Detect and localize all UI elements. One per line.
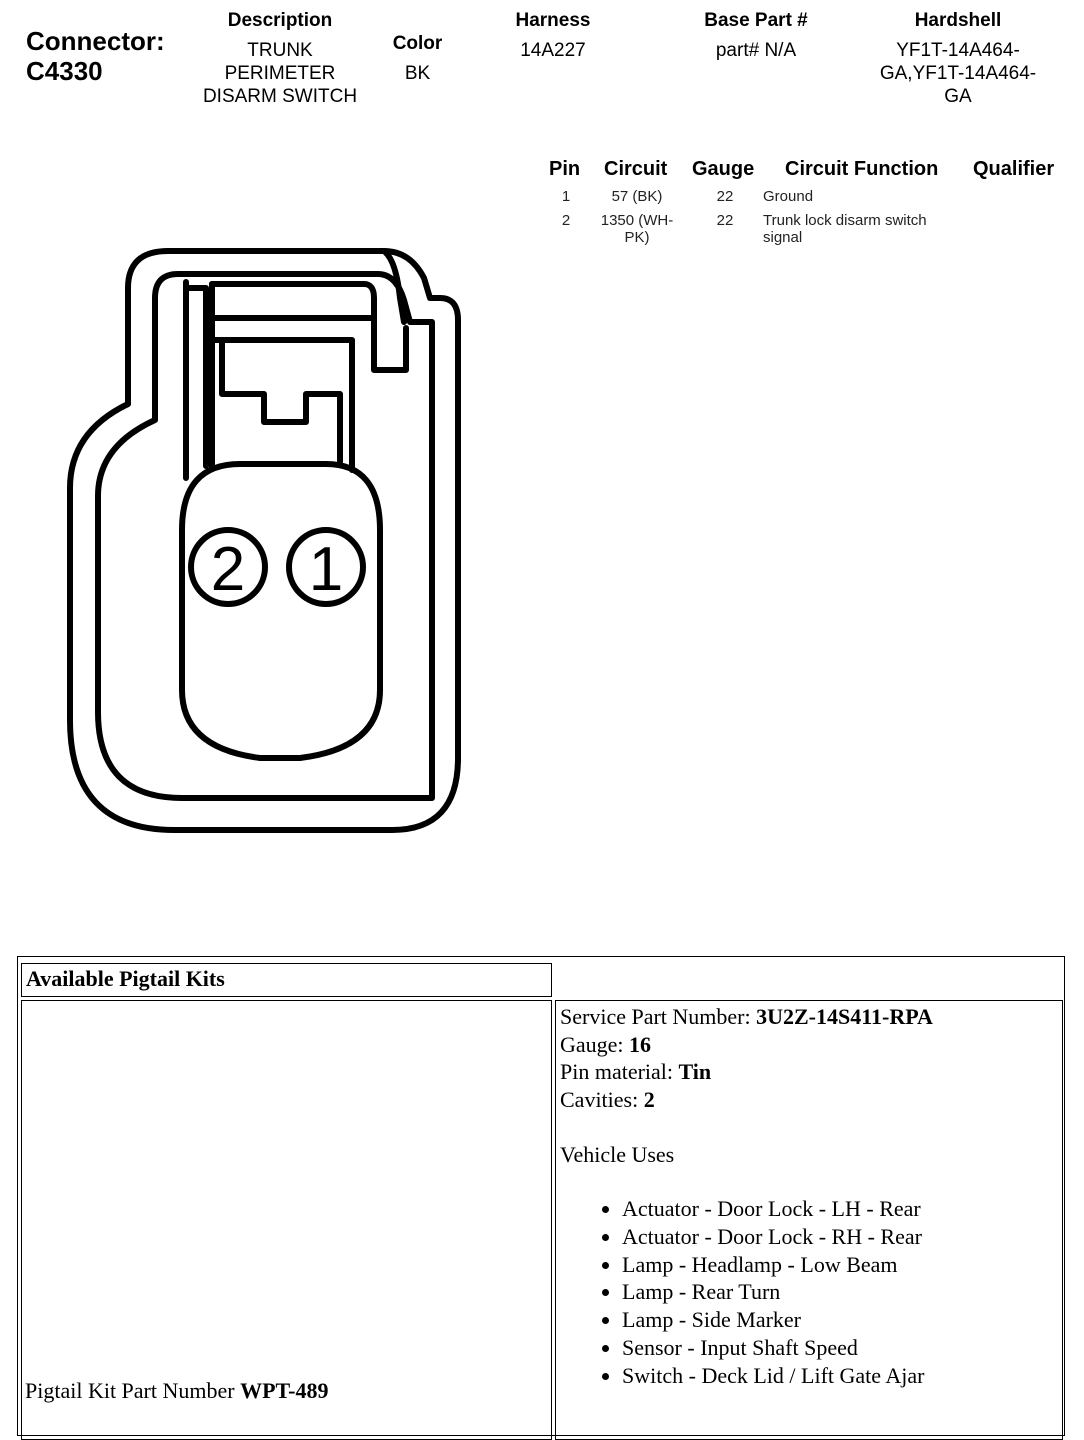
connector-id: C4330 xyxy=(26,56,103,86)
pin-circuit xyxy=(594,212,680,246)
connector-label: Connector: xyxy=(26,26,165,56)
pin-material-label: Pin material: xyxy=(560,1059,674,1084)
hardshell-line: GA xyxy=(944,86,972,107)
description-line: PERIMETER xyxy=(224,63,336,84)
list-item: • Sensor - Input Shaft Speed xyxy=(622,1334,1058,1362)
list-item: • Lamp - Side Marker xyxy=(622,1306,1058,1334)
pin-function-line: signal xyxy=(763,229,803,246)
pigtail-details-cell xyxy=(555,1000,1063,1440)
list-item: • Switch - Deck Lid / Lift Gate Ajar xyxy=(622,1362,1058,1390)
service-part-label: Service Part Number: xyxy=(560,1004,751,1029)
hardshell-column xyxy=(860,10,1056,108)
kit-number-value: WPT-489 xyxy=(240,1378,329,1403)
function-col-header: Circuit Function xyxy=(785,158,939,180)
pin-number: 2 xyxy=(561,212,571,229)
gauge-value: 16 xyxy=(629,1031,652,1057)
color-value: BK xyxy=(404,63,431,84)
description-line: DISARM SWITCH xyxy=(202,86,358,107)
pigtail-kits-title: Available Pigtail Kits xyxy=(21,963,552,997)
description-heading: Description xyxy=(227,10,333,31)
pigtail-image-cell xyxy=(21,1000,552,1440)
gauge-label: Gauge: xyxy=(560,1031,624,1057)
hardshell-line: YF1T-14A464- xyxy=(896,40,1020,61)
pin-function xyxy=(763,212,963,246)
cavity-2-label: 2 xyxy=(210,535,246,604)
lock-latch-inner xyxy=(212,284,372,470)
pin-function-line: Ground xyxy=(763,188,814,205)
pin-gauge: 22 xyxy=(716,212,734,229)
pin-circuit-line: 57 (BK) xyxy=(611,188,663,205)
base-part-column xyxy=(670,10,842,62)
service-part-row xyxy=(560,1003,1058,1031)
left-latch-slot xyxy=(186,282,206,478)
hardshell-heading: Hardshell xyxy=(914,10,1002,31)
service-part-value: 3U2Z-14S411-RPA xyxy=(756,1004,933,1029)
pin-circuit-line: 1350 (WH- xyxy=(600,212,674,229)
cavities-value: 2 xyxy=(643,1086,655,1112)
pin-function xyxy=(763,188,963,205)
list-item: • Actuator - Door Lock - LH - Rear xyxy=(622,1195,1058,1223)
base-part-heading: Base Part # xyxy=(704,10,808,31)
harness-heading: Harness xyxy=(515,10,591,31)
pin-circuit xyxy=(594,188,680,205)
color-heading: Color xyxy=(392,33,443,54)
lock-tab xyxy=(222,340,340,462)
terminal-block xyxy=(182,464,380,758)
qualifier-col-header: Qualifier xyxy=(973,158,1055,180)
pin-material-row xyxy=(560,1058,1058,1086)
pin-gauge: 22 xyxy=(716,188,734,205)
pin-number: 1 xyxy=(561,188,571,205)
gauge-col-header: Gauge xyxy=(692,158,755,180)
connector-face-diagram xyxy=(0,0,520,900)
list-item: • Actuator - Door Lock - RH - Rear xyxy=(622,1223,1058,1251)
description-line: TRUNK xyxy=(247,40,313,61)
kit-number-label: Pigtail Kit Part Number xyxy=(25,1378,235,1403)
pin-material-value: Tin xyxy=(678,1059,712,1084)
gauge-row xyxy=(560,1031,1058,1059)
list-item: • Lamp - Headlamp - Low Beam xyxy=(622,1251,1058,1279)
pigtail-header-blank-cell xyxy=(555,963,1063,997)
cavities-label: Cavities: xyxy=(560,1086,639,1112)
lock-latch xyxy=(212,284,406,370)
pigtail-kit-part-number xyxy=(25,1378,329,1404)
list-item: • Lamp - Rear Turn xyxy=(622,1278,1058,1306)
cavity-1-label: 1 xyxy=(308,535,344,604)
cavities-row xyxy=(560,1086,1058,1114)
harness-value: 14A227 xyxy=(520,40,586,61)
circuit-col-header: Circuit xyxy=(604,158,668,180)
housing-ridge-line xyxy=(384,251,404,322)
vehicle-uses-heading: Vehicle Uses xyxy=(560,1141,675,1167)
pin-circuit-line: PK) xyxy=(624,229,650,246)
vehicle-uses-list xyxy=(560,1195,1058,1390)
pin-function-line: Trunk lock disarm switch xyxy=(763,212,927,229)
hardshell-line: GA,YF1T-14A464- xyxy=(879,63,1037,84)
pin-col-header: Pin xyxy=(549,158,581,180)
base-part-value: part# N/A xyxy=(715,40,797,61)
